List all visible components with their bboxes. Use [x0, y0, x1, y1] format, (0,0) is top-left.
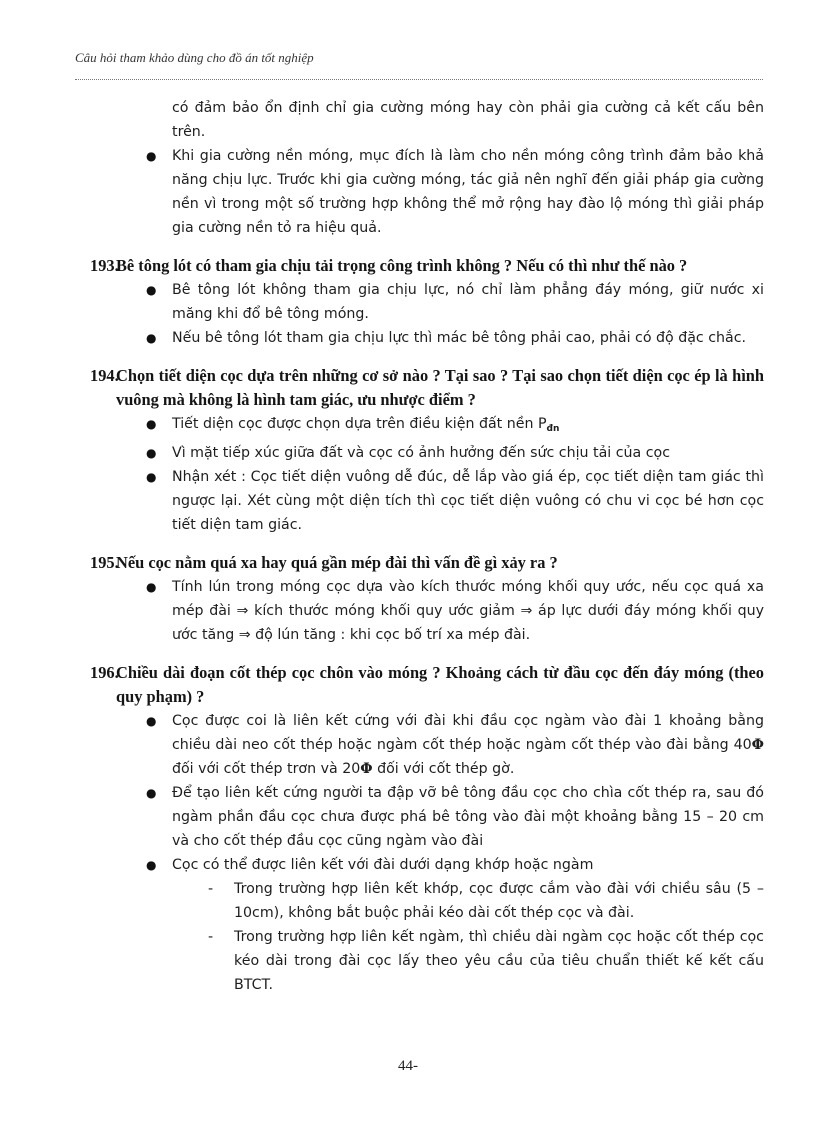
page-content	[0, 96, 816, 997]
answer-193-2: ● Nếu bê tông lót tham gia chịu lực thì mác bê tông phải cao, phải có độ đặc chắc.	[172, 326, 764, 350]
running-header: Câu hỏi tham khảo dùng cho đồ án tốt nghiệp	[75, 50, 314, 65]
answer-193-1: ● Bê tông lót không tham gia chịu lực, nó chỉ làm phẳng đáy móng, giữ nước xi măng khi đổ bê tông móng.	[172, 278, 764, 326]
bullet-icon: ●	[146, 331, 157, 345]
phi-symbol: Φ	[360, 761, 373, 777]
intro-continuation: có đảm bảo ổn định chỉ gia cường móng hay còn phải gia cường cả kết cấu bên trên.	[172, 100, 764, 140]
answer-196-3: ● Cọc có thể được liên kết với đài dưới dạng khớp hoặc ngàm	[172, 853, 764, 877]
phi-symbol: Φ	[751, 737, 764, 753]
question-number: 195.	[90, 553, 119, 572]
question-196	[90, 661, 764, 709]
question-text: Bê tông lót có tham gia chịu tải trọng công trình không ? Nếu có thì như thế nào ?	[116, 256, 688, 275]
answer-196-sub-2: - Trong trường hợp liên kết ngàm, thì chiều dài ngàm cọc hoặc cốt thép cọc kéo dài trong đài cọc lấy theo yêu cầu của tiêu chuẩn thiết kế kết cấu BTCT.	[234, 925, 764, 997]
bullet-icon: ●	[146, 470, 157, 484]
question-number: 194.	[90, 366, 119, 385]
answer-196-2: ● Để tạo liên kết cứng người ta đập vỡ bê tông đầu cọc cho chìa cốt thép ra, sau đó ngàm phần đầu cọc chưa được phá bê tông vào đài một khoảng bằng 15 – 20 cm và cho cốt thép đầu cọc cũng ngàm vào đài	[172, 781, 764, 853]
bullet-icon: ●	[146, 417, 157, 431]
dash-icon: -	[208, 881, 214, 897]
answer-196-sub-1: - Trong trường hợp liên kết khớp, cọc được cắm vào đài với chiều sâu (5 – 10cm), không bắt buộc phải kéo dài cốt thép cọc và đài.	[234, 877, 764, 925]
question-193	[90, 254, 764, 278]
answer-194-1: ● Tiết diện cọc được chọn dựa trên điều kiện đất nền $P_{đn}$	[172, 412, 764, 441]
bullet-icon: ●	[146, 858, 157, 872]
question-194	[90, 364, 764, 412]
bullet-icon: ●	[146, 580, 157, 594]
question-text: Chọn tiết diện cọc dựa trên những cơ sở nào ? Tại sao ? Tại sao chọn tiết diện cọc ép là hình vuông mà không là hình tam giác, ưu nhược điểm ?	[116, 366, 764, 409]
question-number: 193.	[90, 256, 119, 275]
bullet-icon: ●	[146, 446, 157, 460]
dash-icon: -	[208, 929, 214, 945]
answer-195-1: ● Tính lún trong móng cọc dựa vào kích thước móng khối quy ước, nếu cọc quá xa mép đài ⇒ kích thước móng khối quy ước giảm ⇒ áp lực dưới đáy móng khối quy ước tăng ⇒ độ lún tăng : khi cọc bố trí xa mép đài.	[172, 575, 764, 647]
intro-bullet: ● Khi gia cường nền móng, mục đích là làm cho nền móng công trình đảm bảo khả năng chịu lực. Trước khi gia cường móng, tác giả nên nghĩ đến giải pháp gia cường nền vì trong một số trường hợp không thể mở rộng hay đào lộ móng thì giải pháp gia cường nền tỏ ra hiệu quả.	[172, 144, 764, 240]
question-text: Chiều dài đoạn cốt thép cọc chôn vào móng ? Khoảng cách từ đầu cọc đến đáy móng (theo quy phạm) ?	[116, 663, 764, 706]
bullet-icon: ●	[146, 714, 157, 728]
answer-194-2: ● Vì mặt tiếp xúc giữa đất và cọc có ảnh hưởng đến sức chịu tải của cọc	[172, 441, 764, 465]
bullet-icon: ●	[146, 149, 157, 163]
question-text: Nếu cọc nằm quá xa hay quá gần mép đài thì vấn đề gì xảy ra ?	[116, 553, 558, 572]
bullet-icon: ●	[146, 786, 157, 800]
answer-194-3: ● Nhận xét : Cọc tiết diện vuông dễ đúc, dễ lắp vào giá ép, cọc tiết diện tam giác thì ngược lại. Xét cùng một diện tích thì cọc tiết diện vuông có chu vi cọc bé hơn cọc tiết diện tam giác.	[172, 465, 764, 537]
bullet-icon: ●	[146, 283, 157, 297]
page-number: 44-	[398, 1058, 418, 1074]
question-195	[90, 551, 764, 575]
header-divider	[75, 79, 763, 80]
subscript: đn	[546, 424, 560, 434]
answer-196-1: ● Cọc được coi là liên kết cứng với đài khi đầu cọc ngàm vào đài 1 khoảng bằng chiều dài neo cốt thép hoặc ngàm cốt thép hoặc ngàm cốt thép vào đài bằng 40Φ đối với cốt thép trơn và 20Φ đối với cốt thép gờ.	[172, 709, 764, 781]
question-number: 196.	[90, 663, 119, 682]
